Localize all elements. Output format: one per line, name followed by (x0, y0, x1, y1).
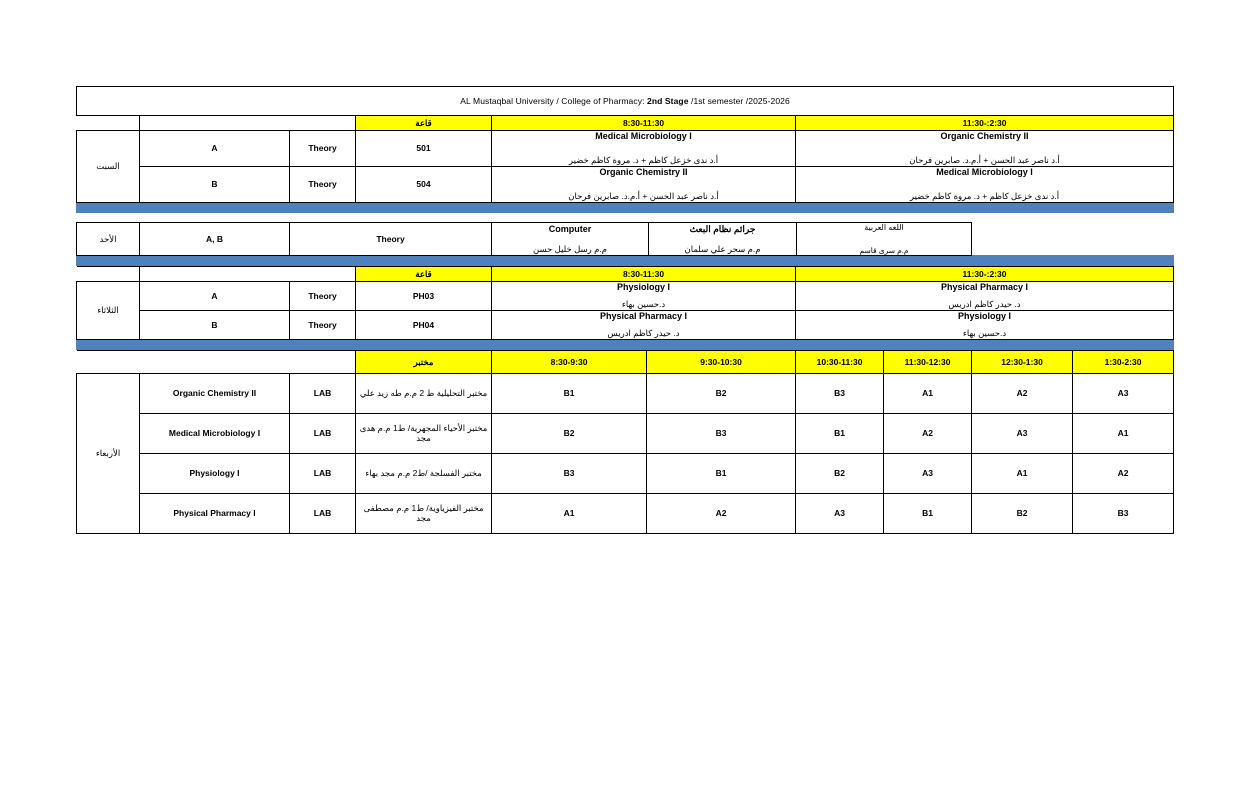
lab-group: A2 (647, 493, 796, 533)
blue-separator (77, 202, 1174, 212)
session-cell (492, 282, 796, 311)
separator-bar (77, 339, 1174, 349)
saturday-table (76, 86, 1174, 213)
lab-time-header-1: 8:30-9:30 (492, 350, 647, 373)
lab-group: A1 (972, 453, 1073, 493)
lab-group: B2 (492, 413, 647, 453)
spacer-row (77, 213, 1174, 223)
course-staff: م.م سحر علي سلمان (684, 243, 761, 254)
empty-session-cell (972, 222, 1174, 255)
table-row (77, 222, 1174, 255)
group-label: B (140, 166, 290, 202)
lab-location: مختبر التحليلية ط 2 م.م طه زيد علي (356, 373, 492, 413)
header-blank-cell (77, 350, 356, 373)
lab-group: A2 (972, 373, 1073, 413)
table-row (77, 311, 1174, 340)
table-row (77, 453, 1174, 493)
lab-group: B3 (796, 373, 884, 413)
session-cell (649, 222, 797, 255)
session-kind: LAB (290, 453, 356, 493)
lab-time-header-6: 1:30-2:30 (1073, 350, 1174, 373)
corner-blank-cell (77, 116, 140, 131)
lab-course-name: Medical Microbiology I (140, 413, 290, 453)
lab-group: B3 (1073, 493, 1174, 533)
course-name: Physical Pharmacy I (599, 311, 688, 321)
lab-group: A3 (884, 453, 972, 493)
session-cell (492, 222, 649, 255)
session-cell (796, 282, 1174, 311)
course-name: اللغه العربية (864, 222, 904, 232)
room-number: PH04 (356, 311, 492, 340)
lab-time-header-5: 12:30-1:30 (972, 350, 1073, 373)
session-kind: LAB (290, 373, 356, 413)
blue-separator (77, 256, 1174, 266)
session-kind: Theory (290, 166, 356, 202)
course-name: Organic Chemistry II (940, 131, 1029, 141)
course-staff: أ.د ناصر عبد الحسن + أ.م.د. صابرين فرحان (568, 191, 719, 202)
corner-blank-cell (77, 267, 140, 282)
session-cell (796, 166, 1174, 202)
day-label-tuesday: الثلاثاء (77, 282, 140, 340)
day-label-saturday: السبت (77, 131, 140, 203)
session-kind: Theory (290, 222, 492, 255)
lab-group: B1 (884, 493, 972, 533)
slot2-time-header: 11:30-:2:30 (796, 267, 1174, 282)
session-cell (492, 131, 796, 167)
course-name: جرائم نظام البعث (689, 223, 756, 234)
lab-location: مختبر الفسلجة /ط2 م.م مجد بهاء (356, 453, 492, 493)
title-stage: 2nd Stage (647, 95, 689, 106)
title-prefix: AL Mustaqbal University / College of Pharmacy: (460, 95, 648, 106)
group-label: A (140, 131, 290, 167)
hall-header: قاعة (356, 116, 492, 131)
room-number: 504 (356, 166, 492, 202)
room-number: PH03 (356, 282, 492, 311)
session-kind: Theory (290, 311, 356, 340)
course-staff: د.حسين بهاء (621, 299, 666, 310)
lab-location: مختبر الفيزياوية/ ط1 م.م مصطفى مجد (356, 493, 492, 533)
lab-course-name: Organic Chemistry II (140, 373, 290, 413)
white-gap (77, 213, 1174, 223)
course-staff: د. حيدر كاظم ادريس (607, 328, 680, 339)
lab-group: B1 (647, 453, 796, 493)
session-cell (796, 131, 1174, 167)
course-name: Medical Microbiology I (595, 131, 692, 141)
lab-group: A2 (1073, 453, 1174, 493)
lab-header: مختبر (356, 350, 492, 373)
sunday-table (76, 213, 1174, 266)
title-suffix: /1st semester /2025-2026 (688, 95, 790, 106)
lab-group: B3 (647, 413, 796, 453)
course-staff: أ.د ندى خزعل كاظم + د. مروة كاظم خضير (909, 191, 1060, 202)
tuesday-table (76, 266, 1174, 350)
wednesday-table (76, 350, 1174, 534)
table-row (77, 131, 1174, 167)
room-number: 501 (356, 131, 492, 167)
lab-group: A3 (1073, 373, 1174, 413)
session-kind: LAB (290, 493, 356, 533)
tuesday-header-row (77, 267, 1174, 282)
header-blank-cell (140, 267, 356, 282)
lab-group: B3 (492, 453, 647, 493)
header-blank-cell (140, 116, 356, 131)
lab-group: A3 (972, 413, 1073, 453)
document-title-row (77, 87, 1174, 116)
lab-time-header-3: 10:30-11:30 (796, 350, 884, 373)
group-label: A, B (140, 222, 290, 255)
table-row (77, 493, 1174, 533)
course-staff: د. حيدر كاظم ادريس (948, 299, 1021, 310)
course-name: Computer (548, 223, 592, 234)
day-label-sunday: الأحد (77, 222, 140, 255)
course-name: Medical Microbiology I (936, 166, 1033, 177)
lab-header-row (77, 350, 1174, 373)
lab-group: A1 (492, 493, 647, 533)
table-row (77, 166, 1174, 202)
separator-bar (77, 202, 1174, 212)
lab-group: B1 (796, 413, 884, 453)
course-name: Organic Chemistry II (599, 166, 688, 177)
session-cell (492, 166, 796, 202)
course-staff: م.م سرى قاسم (859, 245, 909, 255)
course-staff: د.حسين بهاء (962, 328, 1007, 339)
lab-group: B2 (972, 493, 1073, 533)
timetable-sheet (76, 86, 1173, 534)
lab-time-header-2: 9:30-10:30 (647, 350, 796, 373)
lab-group: B2 (796, 453, 884, 493)
saturday-header-row (77, 116, 1174, 131)
table-row (77, 413, 1174, 453)
hall-header: قاعة (356, 267, 492, 282)
session-cell (797, 222, 972, 255)
lab-group: A3 (796, 493, 884, 533)
session-kind: Theory (290, 131, 356, 167)
course-name: Physical Pharmacy I (940, 282, 1029, 293)
lab-course-name: Physiology I (140, 453, 290, 493)
session-cell (796, 311, 1174, 340)
lab-group: A1 (884, 373, 972, 413)
table-row (77, 282, 1174, 311)
lab-group: A2 (884, 413, 972, 453)
page-title (77, 87, 1174, 116)
blue-separator (77, 339, 1174, 349)
course-staff: أ.د ناصر عبد الحسن + أ.م.د. صابرين فرحان (909, 155, 1060, 166)
course-name: Physiology I (616, 282, 670, 293)
slot1-time-header: 8:30-11:30 (492, 267, 796, 282)
lab-location: مختبر الأحياء المجهرية/ ط1 م.م هدى مجد (356, 413, 492, 453)
session-kind: Theory (290, 282, 356, 311)
group-label: A (140, 282, 290, 311)
lab-group: B2 (647, 373, 796, 413)
separator-bar (77, 256, 1174, 266)
table-row (77, 373, 1174, 413)
session-cell (492, 311, 796, 340)
slot2-time-header: 11:30-:2:30 (796, 116, 1174, 131)
session-kind: LAB (290, 413, 356, 453)
lab-course-name: Physical Pharmacy I (140, 493, 290, 533)
lab-group: A1 (1073, 413, 1174, 453)
course-staff: أ.د ندى خزعل كاظم + د. مروة كاظم خضير (568, 155, 719, 166)
day-label-wednesday: الأربعاء (77, 373, 140, 533)
course-name: Physiology I (957, 311, 1011, 321)
group-label: B (140, 311, 290, 340)
lab-time-header-4: 11:30-12:30 (884, 350, 972, 373)
course-staff: م.م رسل خليل حسن (532, 243, 607, 254)
lab-group: B1 (492, 373, 647, 413)
slot1-time-header: 8:30-11:30 (492, 116, 796, 131)
